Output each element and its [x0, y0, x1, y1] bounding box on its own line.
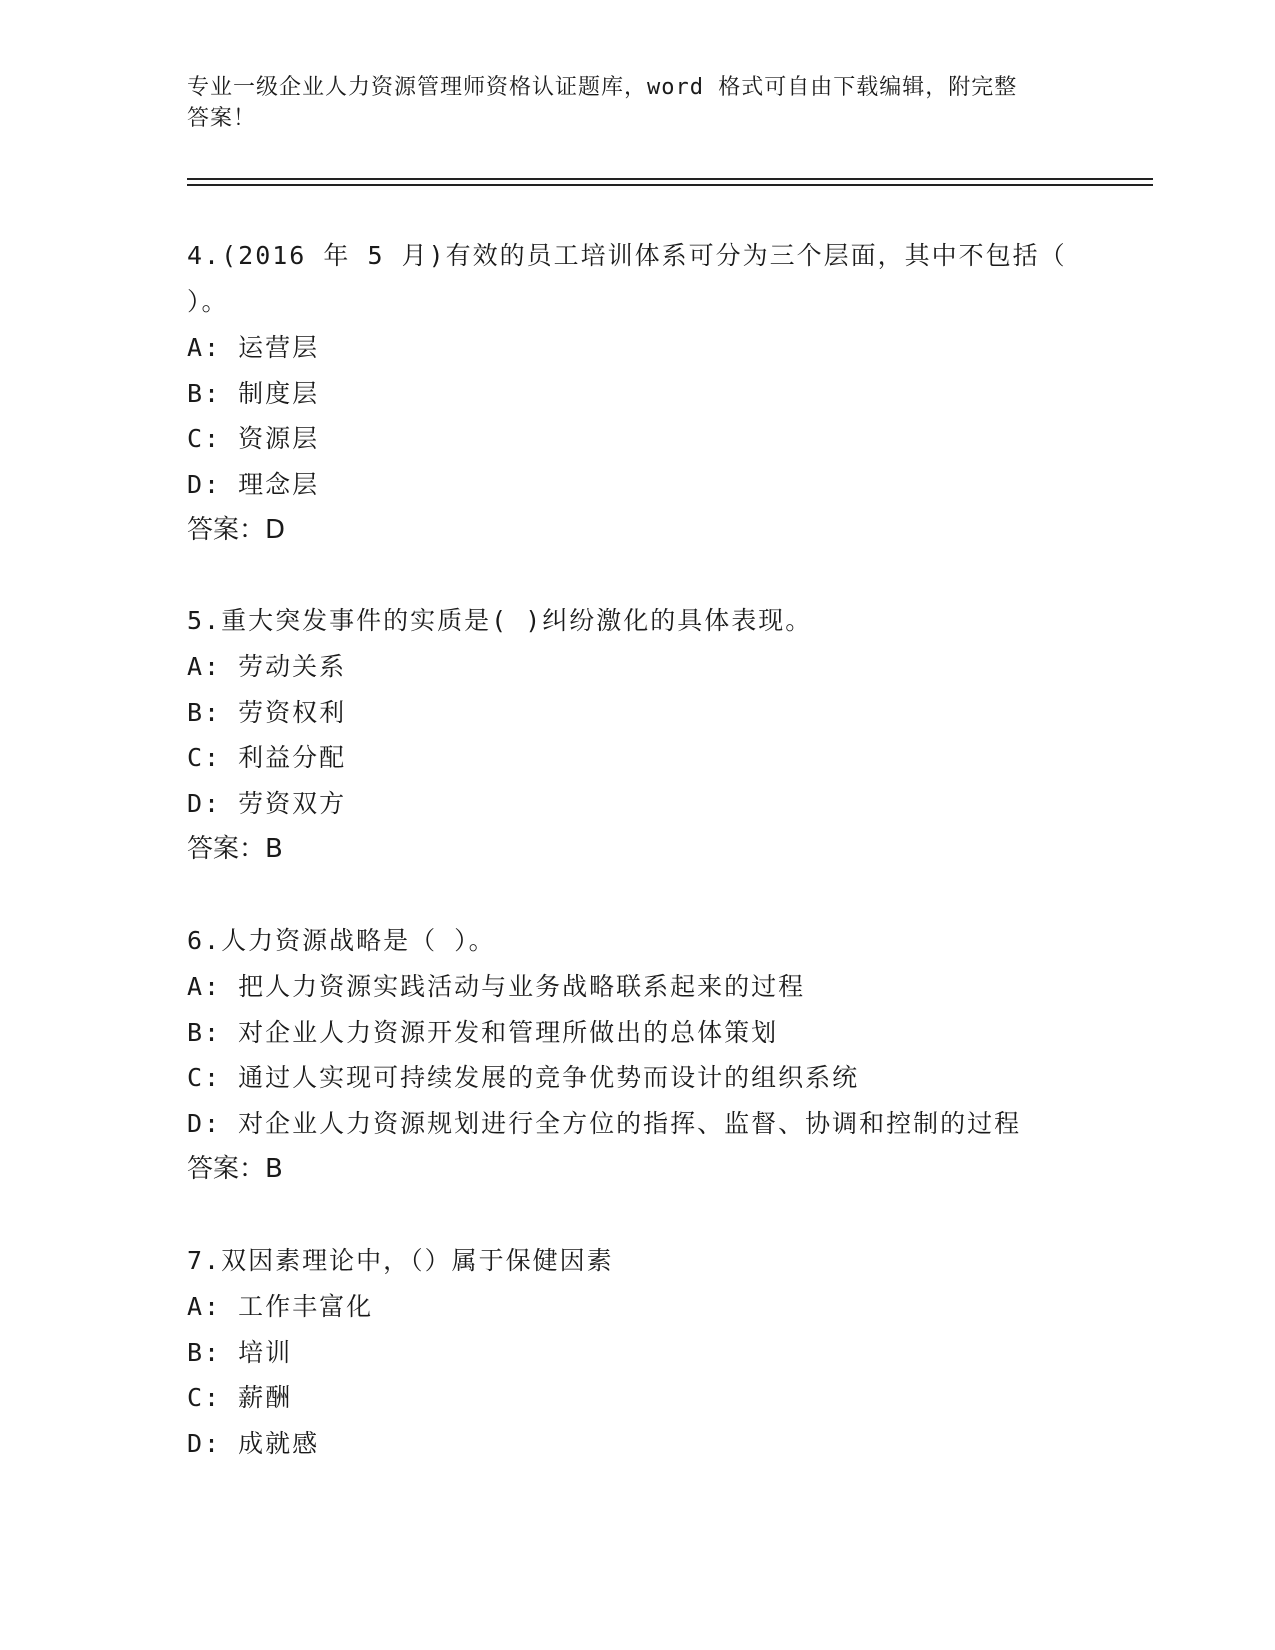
option-b: B: 劳资权利	[187, 697, 347, 727]
option-a: A: 工作丰富化	[187, 1292, 374, 1321]
question-stem-continued: ）。	[187, 287, 229, 316]
option-b: B: 对企业人力资源开发和管理所做出的总体策划	[187, 1017, 779, 1047]
option-c: C: 通过人实现可持续发展的竞争优势而设计的组织系统	[187, 1063, 860, 1092]
option-d: D: 理念层	[187, 469, 320, 499]
option-a: A: 运营层	[187, 333, 320, 362]
option-d: D: 成就感	[187, 1428, 320, 1458]
option-d: D: 对企业人力资源规划进行全方位的指挥、监督、协调和控制的过程	[187, 1108, 1022, 1138]
option-c: C: 利益分配	[187, 743, 347, 772]
header-divider-top	[187, 178, 1153, 180]
question-4	[187, 233, 1087, 553]
option-a: A: 把人力资源实践活动与业务战略联系起来的过程	[187, 972, 806, 1001]
question-stem: 5.重大突发事件的实质是( )纠纷激化的具体表现。	[187, 606, 813, 635]
answer: 答案：B	[187, 1154, 283, 1184]
question-stem: 7.双因素理论中，（）属于保健因素	[187, 1246, 614, 1275]
answer: 答案：D	[187, 515, 286, 545]
header-divider-bottom	[187, 184, 1153, 186]
document-header	[187, 72, 1067, 134]
question-stem: 6.人力资源战略是（ ）。	[187, 926, 496, 955]
option-d: D: 劳资双方	[187, 788, 347, 818]
header-line-2: 答案！	[187, 106, 257, 131]
option-b: B: 培训	[187, 1337, 293, 1367]
question-stem: 4.(2016 年 5 月)有效的员工培训体系可分为三个层面，其中不包括（	[187, 241, 1067, 270]
header-line-1: 专业一级企业人力资源管理师资格认证题库，word 格式可自由下载编辑，附完整	[187, 75, 1018, 100]
question-7	[187, 1238, 1087, 1466]
option-b: B: 制度层	[187, 378, 320, 408]
answer: 答案：B	[187, 834, 283, 864]
option-c: C: 资源层	[187, 424, 320, 453]
question-6	[187, 918, 1087, 1192]
question-5	[187, 598, 1087, 872]
option-c: C: 薪酬	[187, 1383, 293, 1412]
option-a: A: 劳动关系	[187, 652, 347, 681]
